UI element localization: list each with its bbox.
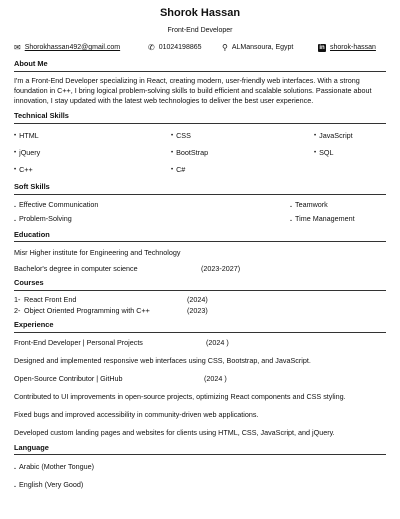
soft-skills-section	[14, 182, 386, 226]
contact-location	[222, 43, 318, 52]
job-year: (2024 )	[206, 337, 229, 347]
skill-item: • JavaScript	[314, 131, 353, 140]
course-year: (2024)	[187, 294, 208, 304]
soft-skill-item: . Effective Communication	[14, 200, 290, 209]
education-institute: Misr Higher institute for Engineering and Technology	[14, 247, 181, 257]
course-number: 1-	[14, 294, 21, 304]
skill-item: • SQL	[314, 148, 334, 157]
job-header	[14, 372, 386, 386]
contact-linkedin	[318, 43, 376, 52]
envelope-icon: ✉	[14, 42, 21, 52]
about-title: About Me	[14, 59, 386, 72]
language-section	[14, 443, 386, 492]
about-text: I'm a Front-End Developer specializing in React, creating modern, user-friendly web interfaces. With a strong foundation in C++, I bring logical problem-solving skills to build efficient and scalable solutions. Passionate about innovation, I stay updated with the latest web technologies to deliver the best user experience.	[14, 75, 372, 105]
soft-skills-list	[14, 198, 386, 226]
language-item: . Arabic (Mother Tongue)	[14, 459, 386, 473]
course-item	[14, 294, 386, 305]
language-item: . English (Very Good)	[14, 477, 386, 491]
course-number: 2-	[14, 305, 21, 315]
soft-skill-item: . Teamwork	[290, 200, 328, 209]
phone-icon: ✆	[148, 42, 155, 52]
skill-item: • jQuery	[14, 148, 171, 157]
courses-title: Courses	[14, 278, 386, 291]
experience-title: Experience	[14, 320, 386, 333]
education-title: Education	[14, 230, 386, 243]
education-section	[14, 230, 386, 276]
education-years: (2023-2027)	[201, 263, 241, 273]
contact-bar	[14, 42, 386, 53]
linkedin-link[interactable]: shorok-hassan	[330, 43, 376, 51]
job-header	[14, 336, 386, 350]
skill-item: • C#	[171, 165, 185, 174]
skill-item: • HTML	[14, 131, 171, 140]
education-degree: Bachelor's degree in computer science	[14, 263, 138, 273]
job-title: Open-Source Contributor | GitHub	[14, 373, 123, 383]
skill-item: • C++	[14, 165, 171, 174]
job-description: Fixed bugs and improved accessibility in community-driven web applications.	[14, 409, 259, 419]
tech-skills-list	[14, 129, 386, 177]
job-title: Front-End Developer | Personal Projects	[14, 337, 143, 347]
linkedin-icon: in	[319, 44, 325, 51]
location-text: ALMansoura, Egypt	[231, 43, 294, 51]
resume-role: Front-End Developer	[167, 27, 233, 34]
soft-skills-title: Soft Skills	[14, 182, 386, 195]
course-year: (2023)	[187, 305, 208, 315]
tech-skills-title: Technical Skills	[14, 111, 386, 124]
courses-section	[14, 278, 386, 316]
job-description: Contributed to UI improvements in open-source projects, optimizing React components and CSS styling.	[14, 391, 346, 401]
course-name: Object Oriented Programming with C++	[24, 305, 150, 315]
contact-email	[14, 43, 132, 52]
contact-phone	[148, 43, 222, 52]
tech-skills-section	[14, 111, 386, 177]
phone-text: 01024198865	[158, 43, 202, 51]
job-description: Designed and implemented responsive web interfaces using CSS, Bootstrap, and JavaScript.	[14, 355, 311, 365]
location-pin-icon: ⚲	[222, 42, 228, 52]
experience-section	[14, 320, 386, 440]
email-link[interactable]: Shorokhassan492@gmail.com	[24, 43, 121, 51]
about-section	[14, 59, 386, 105]
job-description: Developed custom landing pages and websites for clients using HTML, CSS, JavaScript, and jQuery.	[14, 427, 335, 437]
language-title: Language	[14, 443, 386, 456]
skill-item: • CSS	[171, 131, 314, 140]
skill-item: • BootStrap	[171, 148, 314, 157]
soft-skill-item: . Problem-Solving	[14, 214, 290, 223]
soft-skill-item: . Time Management	[290, 214, 355, 223]
job-year: (2024 )	[204, 373, 227, 383]
resume-name: Shorok Hassan	[159, 7, 241, 19]
education-degree-row	[14, 261, 386, 275]
courses-list	[14, 294, 386, 316]
course-name: React Front End	[24, 294, 77, 304]
course-item	[14, 305, 386, 316]
